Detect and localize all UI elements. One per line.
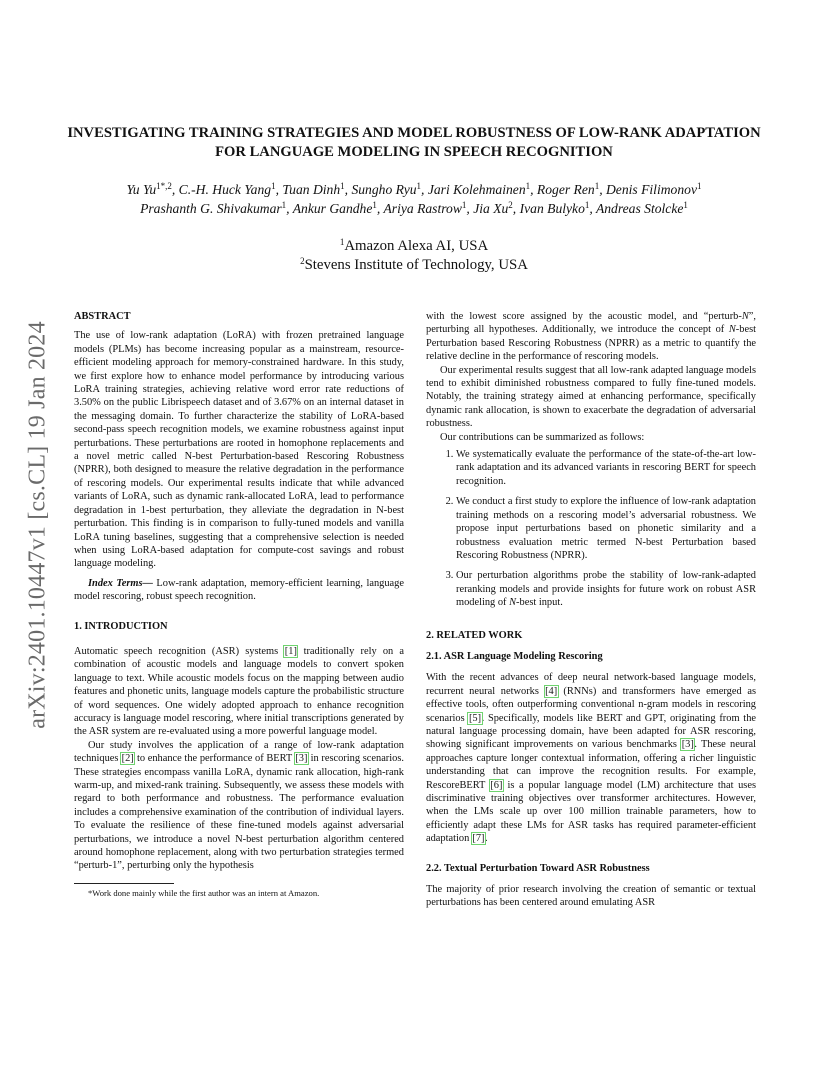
author-name: C.-H. Huck Yang [178,182,272,197]
abstract-heading: ABSTRACT [74,311,131,322]
author-name: Roger Ren [536,182,595,197]
index-terms: Index Terms— Low-rank adaptation, memory-efficient learning, language model rescoring, robust speech recognition. [74,577,404,603]
list-item: 2. We conduct a first study to explore the influence of low-rank adaptation training methods on a rescoring model’s adversarial robustness. We propose input perturbations based on phonetic similarity and a robustness evaluation metric termed N-best Perturbation based Rescoring Robustness (NPRR). [456,495,756,562]
author-affiliation-mark: 1 [696,181,702,191]
affiliation: $^2$Stevens Institute of Technology, USA [300,256,528,273]
author-affiliation-mark: 1 [525,181,531,191]
body-paragraph: The majority of prior research involving the creation of semantic or textual perturbations has been centered around emulating ASR [426,884,756,909]
subsection-heading: 2.2. Textual Perturbation Toward ASR Robustness [426,862,650,874]
right-column [426,310,756,910]
subsection-heading: 2.1. ASR Language Modeling Rescoring [426,650,603,662]
body-paragraph: with the lowest score assigned by the acoustic model, and “perturb-N”, perturbing all hypotheses. Additionally, we introduce the concept of N-best Perturbation based Rescoring Robustness (NPRR) as a metric to quantify the relative decline in the performance of rescoring models. [426,311,756,363]
body-paragraph: With the recent advances of deep neural network-based language models, recurrent neural networks [4] (RNNs) and transformers have emerged as effective tools, often outperforming conventional n-gram models in rescoring scenarios [5]. Specifically, models like BERT and GPT, originating from the natural language processing domain, have been adapted for ASR rescoring, showing significant improvements on various benchmarks [3]. These neural approaches capture longer contextual information, offering a richer linguistic understanding that can improve the recognition results. For example, RescoreBERT [6] is a popular language model (LM) architecture that uses discriminative training objectives over transformer architectures. However, when the LMs scale up over 100 million trainable parameters, how to efficiently adapt these LMs for ASR tasks has required parameter-efficient adaptation [7]. [426,672,757,845]
left-column [74,310,404,899]
contribution-list [426,448,756,609]
list-item: 1. We systematically evaluate the performance of the state-of-the-art low-rank adaptation and its advanced variants in rescoring BERT for speech recognition. [456,448,756,488]
author-affiliation-mark: 1 [281,200,287,210]
author-affiliation-mark: 1 [340,181,345,191]
author-list [40,180,788,218]
author-name: Jia Xu [473,201,509,216]
citation-link[interactable]: [3] [295,753,308,765]
footnote: *Work done mainly while the first author was an intern at Amazon. [88,887,320,898]
author-name: Ivan Bulyko [519,201,585,216]
author-affiliation-mark: 1*,2 [156,181,172,191]
author-name: Denis Filimonov [605,182,697,197]
author-affiliation-mark: 2 [508,200,513,210]
body-paragraph: Our experimental results suggest that all low-rank adapted language models tend to exhibit diminished robustness compared to fully fine-tuned models. Notably, the training strategy aimed at enhancing performance, specifically dynamic rank allocation, is shown to exacerbate the degradation of adversarial robustness. [426,364,756,430]
author-name: Prashanth G. Shivakumar [140,201,282,216]
paper-title: INVESTIGATING TRAINING STRATEGIES AND MODEL ROBUSTNESS OF LOW-RANK ADAPTATION FOR LANGUAGE MODELING IN SPEECH RECOGNITION [67,125,761,160]
intro-heading: 1. INTRODUCTION [74,620,168,632]
author-line-2: Prashanth G. Shivakumar$^1$, Ankur Gandhe$^1$, Ariya Rastrow$^1$, Jia Xu$^2$, Ivan Bulyko$^1$, Andreas Stolcke$^1$ [140,200,688,216]
author-affiliation-mark: 1 [584,200,590,210]
author-name: Tuan Dinh [282,182,341,197]
citation-link[interactable]: [7] [472,833,485,845]
author-affiliation-mark: 1 [416,181,422,191]
citation-link[interactable]: [6] [490,779,503,791]
author-name: Andreas Stolcke [595,201,684,216]
author-affiliation-mark: 1 [683,200,688,210]
citation-link[interactable]: [4] [545,685,558,697]
author-name: Jari Kolehmainen [427,182,526,197]
citation-link[interactable]: [2] [121,753,134,765]
abstract-text: The use of low-rank adaptation (LoRA) with frozen pretrained language models (PLMs) has become increasing popular as a mainstream, resource-efficient modeling approach for memory-constrained hardware. In this study, we first explore how to enhance model performance by introducing various LoRA training strategies, achieving relative word error rate reductions of 3.50% on the public Librispeech dataset and of 3.67% on an internal dataset in the messaging domain. To further characterize the stability of LoRA-based second-pass speech recognition models, we examine robustness against input perturbations. These perturbations are rooted in homophone replacements and a novel metric called N-best Perturbation-based Rescoring Robustness (NPRR), both designed to measure the relative degradation in the performance of rescoring models. Our experimental results indicate that while advanced variants of LoRA, such as dynamic rank-allocated LoRA, lead to performance degradation in 1-best perturbation, they alleviate the degradation in N-best perturbation. This finding is in comparison to fully-tuned models and vanilla LoRA tuning baselines, suggesting that a comprehensive selection is needed when using LoRA-based adaptation for compute-cost savings and robust language modeling. [74,330,404,570]
related-work-heading: 2. RELATED WORK [426,629,523,641]
author-name: Yu Yu [126,182,157,197]
author-affiliation-mark: 1 [372,200,377,210]
arxiv-stamp: arXiv:2401.10447v1 [cs.CL] 19 Jan 2024 [24,321,51,729]
body-paragraph: Our contributions can be summarized as follows: [440,431,645,443]
list-item: 3. Our perturbation algorithms probe the stability of low-rank-adapted reranking models and provide insights for future work on robust ASR modeling of N-best input. [456,569,756,609]
affiliation: $^1$Amazon Alexa AI, USA [339,237,489,254]
author-line-1: Yu $Yu^{1*,2}$, C.-H. Huck Yang$^1$, Tuan Dinh$^1$, Sungho Ryu$^1$, Jari Kolehmainen$^1$, Roger Ren$^1$, Denis Filimonov$^1$ [126,181,702,197]
citation-link[interactable]: [1] [284,645,297,657]
author-affiliation-mark: 1 [271,181,276,191]
author-name: Sungho Ryu [351,182,417,197]
intro-paragraph: Our study involves the application of a range of low-rank adaptation techniques [2] to enhance the performance of BERT [3] in rescoring scenarios. These strategies encompass vanilla LoRA, dynamic rank allocation, high-rank warm-up, and mixed-rank training. Subsequently, we assess these models with regard to both performance and robustness. The performance evaluation includes a comprehensive examination of the contribution of individual layers. To evaluate the resilience of these fine-tuned models against adversarial perturbations, we introduce a novel N-best perturbation algorithm centered around homophone replacement, along with two perturbation strategies termed “perturb-1”, perturbing only the hypothesis [74,739,404,872]
citation-link[interactable]: [3] [681,739,694,751]
footnote-rule [74,883,174,884]
author-affiliation-mark: 1 [461,200,467,210]
author-name: Ariya Rastrow [383,201,462,216]
intro-paragraph: Automatic speech recognition (ASR) systems [1] traditionally rely on a combination of acoustic models and language models to convert spoken language to text. While acoustic models focus on the mapping between audio features and phonetic units, language models capture the probabilistic structure of word sequences. One widely adopted approach to enhance recognition accuracy is language model rescoring, where initial transcriptions generated by the ASR system are re-evaluated using a more powerful language model. [74,645,404,738]
author-affiliation-mark: 1 [594,181,600,191]
author-name: Ankur Gandhe [292,201,373,216]
citation-link[interactable]: [5] [468,712,482,724]
affiliations [60,237,768,275]
